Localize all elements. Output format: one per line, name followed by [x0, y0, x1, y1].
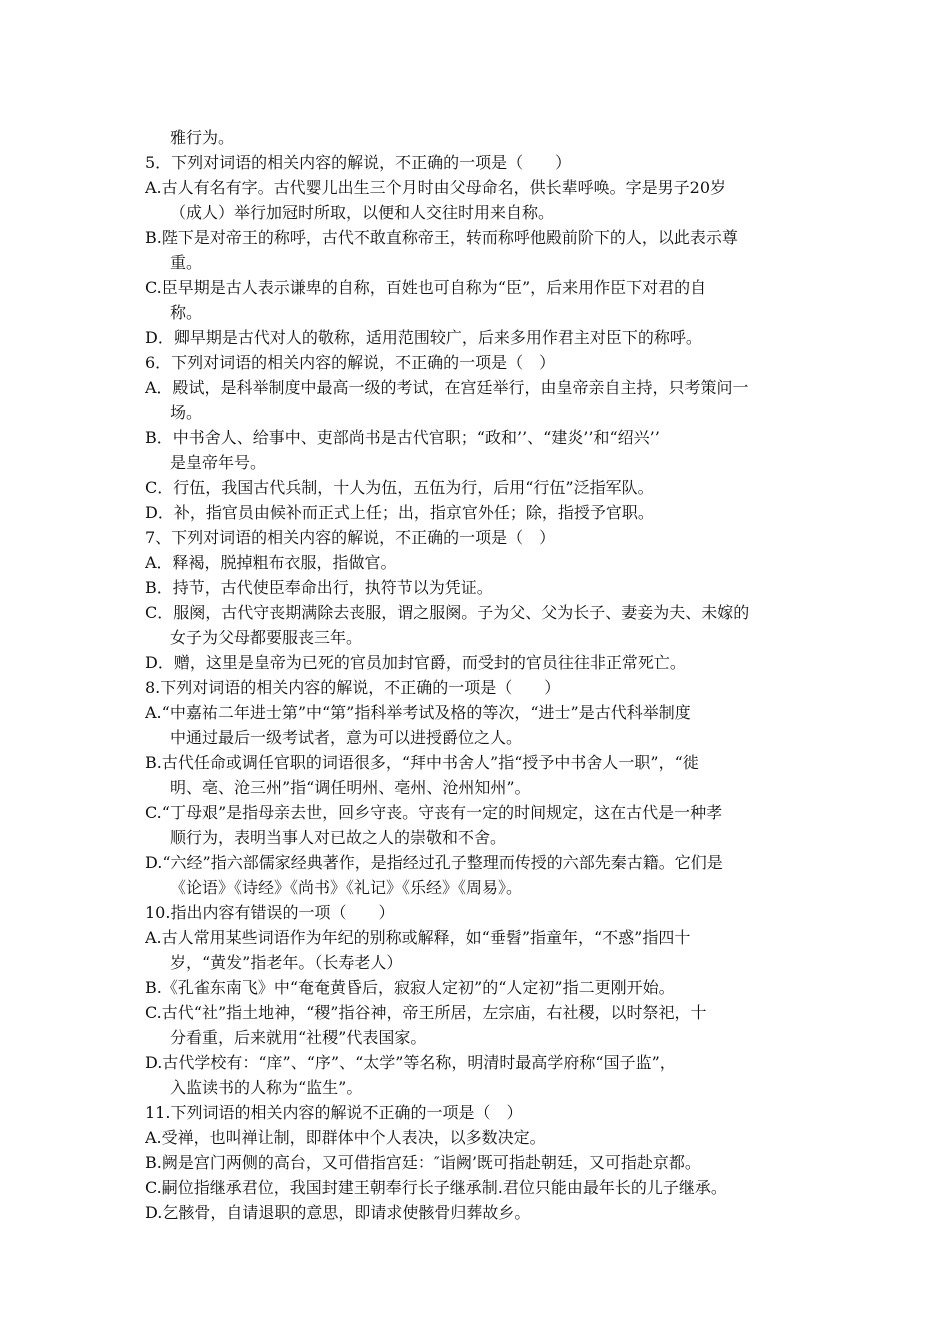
- option-line: B.陛下是对帝王的称呼，古代不敢直称帝王，转而称呼他殿前阶下的人，以此表示尊: [145, 228, 738, 247]
- option-continuation: 入监读书的人称为“监生”。: [170, 1078, 363, 1097]
- option-continuation: 岁，“黄发”指老年。（长寿老人）: [170, 953, 403, 972]
- option-line: D.乞骸骨，自请退职的意思，即请求使骸骨归葬故乡。: [145, 1203, 531, 1222]
- question-7-stem: 7、下列对词语的相关内容的解说，不正确的一项是（ ）: [145, 528, 556, 547]
- option-line: C.嗣位指继承君位，我国封建王朝奉行长子继承制.君位只能由最年长的儿子继承。: [145, 1178, 727, 1197]
- option-line: C.臣早期是古人表示谦卑的自称，百姓也可自称为“臣”，后来用作臣下对君的自: [145, 278, 707, 297]
- option-continuation: 重。: [170, 253, 203, 272]
- option-line: A.受禅，也叫禅让制，即群体中个人表决，以多数决定。: [145, 1128, 546, 1147]
- option-line: C.“丁母艰”是指母亲去世，回乡守丧。守丧有一定的时间规定，这在古代是一种孝: [145, 803, 723, 822]
- option-line: B．中书舍人、给事中、吏部尚书是古代官职；“政和’’、“建炎’’和“绍兴’’: [145, 428, 660, 447]
- option-line: B．持节，古代使臣奉命出行，执符节以为凭证。: [145, 578, 493, 597]
- question-5-stem: 5．下列对词语的相关内容的解说，不正确的一项是（ ）: [145, 153, 572, 172]
- option-line: A．释褐，脱掉粗布衣服，指做官。: [145, 553, 397, 572]
- question-10-stem: 10.指出内容有错误的一项（ ）: [145, 903, 395, 922]
- option-continuation: 《论语》《诗经》《尚书》《礼记》《乐经》《周易》。: [170, 878, 523, 897]
- option-continuation: 场。: [170, 403, 203, 422]
- option-continuation: 明、亳、沧三州”指“调任明州、亳州、沧州知州”。: [170, 778, 531, 797]
- option-line: D．补，指官员由候补而正式上任；出，指京官外任；除，指授予官职。: [145, 503, 654, 522]
- option-continuation: （成人）举行加冠时所取，以便和人交往时用来自称。: [170, 203, 555, 222]
- option-line: A.古人常用某些词语作为年纪的别称或解释，如“垂髫”指童年，“不惑”指四十: [145, 928, 691, 947]
- option-line: D.古代学校有：“庠”、“序”、“太学”等名称，明清时最高学府称“国子监”，: [145, 1053, 676, 1072]
- option-continuation: 分看重，后来就用“社稷”代表国家。: [170, 1028, 427, 1047]
- option-line: B.阙是宫门两侧的高台，又可借指宫廷：″诣阙’既可指赴朝廷，又可指赴京都。: [145, 1153, 701, 1172]
- question-6-stem: 6．下列对词语的相关内容的解说，不正确的一项是（ ）: [145, 353, 556, 372]
- option-line: C．行伍，我国古代兵制，十人为伍，五伍为行，后用“行伍”泛指军队。: [145, 478, 654, 497]
- option-continuation: 是皇帝年号。: [170, 453, 267, 472]
- option-continuation: 女子为父母都要服丧三年。: [170, 628, 363, 647]
- option-line: C.古代“社”指土地神，“稷”指谷神，帝王所居，左宗庙，右社稷，以时祭祀，十: [145, 1003, 707, 1022]
- option-line: A．殿试，是科举制度中最高一级的考试，在宫廷举行，由皇帝亲自主持，只考策问一: [145, 378, 749, 397]
- option-line: D.“六经”指六部儒家经典著作，是指经过孔子整理而传授的六部先秦古籍。它们是: [145, 853, 723, 872]
- option-line: B.古代任命或调任官职的词语很多，“拜中书舍人”指“授予中书舍人一职”，“徙: [145, 753, 699, 772]
- option-line: A.“中嘉祐二年进士第”中“第”指科举考试及格的等次，“进士”是古代科举制度: [145, 703, 691, 722]
- option-continuation: 中通过最后一级考试者，意为可以进授爵位之人。: [170, 728, 523, 747]
- option-line: D．赠，这里是皇帝为已死的官员加封官爵，而受封的官员往往非正常死亡。: [145, 653, 686, 672]
- option-line: A.古人有名有字。古代婴儿出生三个月时由父母命名，供长辈呼唤。字是男子20岁: [145, 178, 727, 197]
- option-line: B.《孔雀东南飞》中“奄奄黄昏后，寂寂人定初”的“人定初”指二更刚开始。: [145, 978, 675, 997]
- question-11-stem: 11.下列词语的相关内容的解说不正确的一项是（ ）: [145, 1103, 523, 1122]
- option-line: D．卿早期是古代对人的敬称，适用范围较广，后来多用作君主对臣下的称呼。: [145, 328, 702, 347]
- question-8-stem: 8.下列对词语的相关内容的解说，不正确的一项是（ ）: [145, 678, 561, 697]
- option-continuation: 称。: [170, 303, 203, 322]
- text-line: 雅行为。: [170, 128, 235, 147]
- option-continuation: 顺行为，表明当事人对已故之人的崇敬和不舍。: [170, 828, 507, 847]
- option-line: C．服阕，古代守丧期满除去丧服，谓之服阕。子为父、父为长子、妻妾为夫、未嫁的: [145, 603, 750, 622]
